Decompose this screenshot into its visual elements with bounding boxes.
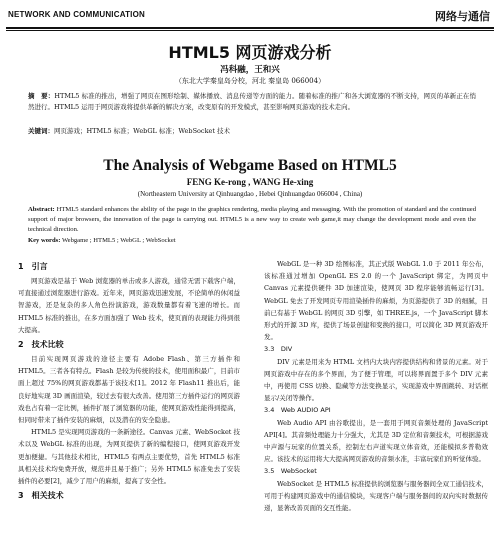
- subsection-heading: 3.4 Web AUDIO API: [264, 406, 331, 415]
- cn-abstract-label: 摘 要：: [28, 92, 55, 100]
- paragraph: HTML5 是实现网页游戏的一条新途径。Canvas 元素、WebSocket 技术以及 WebGL 标准的出现，为网页提供了新的编程接口，使网页游戏开发更加便捷。与其他技术相比，HTML5 有两点主要优势，首先 HTML5 标准具相关技术均免费开放，规范并且易于推广；另外 HTML5 标准免去了安装插件的必要[2]，减少了用户的麻烦，提高了安全性。: [18, 428, 240, 486]
- cn-title: HTML5 网页游戏分析: [168, 43, 332, 62]
- en-affiliation: (Northeastern University at Qinhuangdao , Hebei Qinhuangdao 066004 , China): [137, 190, 363, 198]
- cn-affiliation: （东北大学秦皇岛分校，河北 秦皇岛 066004）: [174, 77, 326, 85]
- section-heading: 1 引言: [18, 262, 48, 271]
- paragraph: 目前实现网页游戏的途径主要有 Adobe Flash、第三方插件和 HTML5。三者各有特点。Flash 是较为传统的技术，使用面积最广，目前市面上超过 75%的网页游戏都基于该技术[1]。2012 年 Flash11 推出后，能良好地实现 3D 画面渲染，较过去有很大改善。使用第三方插件运行的网页游戏也占有着一定比例，插件扩展了浏览器的功能，使网页游戏性能得到提高，但同时带来了插件安装的麻烦，以及潜在的安全隐患。: [18, 355, 240, 425]
- en-keywords-text: Webgame ; HTML5 ; WebGL ; WebSocket: [61, 237, 176, 244]
- en-abstract-label: Abstract:: [28, 206, 55, 213]
- subsection-heading: 3.5 WebSocket: [264, 467, 317, 476]
- en-abstract: [28, 205, 476, 235]
- en-abstract-text: HTML5 standard enhances the ability of the page in the graphics rendering, media playing and messaging. With the promotion of standard and the continued support of major browsers, the innovation of the page is carrying out. HTML5 is a new way to create web game,it may change the development mode and even the technical direction.: [28, 206, 476, 233]
- section-heading: 3 相关技术: [18, 491, 64, 501]
- en-authors: FENG Ke-rong , WANG He-xing: [186, 177, 314, 187]
- paragraph: WebGL 是一种 3D 绘图标准，其正式版 WebGL 1.0 于 2011 年公布，该标准通过增加 OpenGL ES 2.0 的一个 JavaScript 绑定，为网页中 Canvas 元素提供硬件 3D 加速渲染，使网页 3D 程序能够流畅运行[3]。WebGL 免去了开发网页专用渲染插件的麻烦，为页游提供了 3D 的细腻，目前已有基于 WebGL 的网页 3D 引擎，如 THREE.js，一个 JavaScript 脚本形式的开源 3D 库，提供了场景创建和变换的接口，可以简化 3D 网页游戏开发。: [264, 260, 488, 342]
- subsection-heading: 3.3 DIV: [264, 345, 293, 354]
- paragraph: DIV 元素是用来为 HTML 文档内大块内容提供结构和背景的元素。对于网页游戏中存在的多个界面，为了便于管理，可以将界面置于多个 DIV 元素中，再使用 CSS 切换、隐藏等方法变换显示，实现游戏中界面跳转、对话框显示/关闭等操作。: [264, 357, 488, 403]
- journal-name-cn: 网络与通信: [435, 10, 490, 23]
- cn-abstract-text: HTML5 标准的推出，增强了网页在图形绘制、媒体播放、消息传递等方面的能力。随着标准的推广和各大浏览器的不断支持，网页的革新正在悄然进行。HTML5 运用于网页游戏将提供革新的解决方案，改变原有的开发模式，甚至影响网页游戏的技术走向。: [28, 92, 477, 111]
- paragraph: WebSocket 是 HTML5 标准提供的浏览器与服务器间全双工通信技术，可用于构建网页游戏中的通信模块，实现客户端与服务器间的双向实时数据传递，显著改善页面的交互性能。: [264, 479, 488, 513]
- paragraph: Web Audio API 由谷歌提出，是一套用于网页音频处理的 JavaScript API[4]。其音频处理能力十分强大，尤其是 3D 定位和音频技术，可根据游戏中声源与玩家的位置关系，控制左右声道实现立体音效，还能模拟多普勒效应。该技术的运用将大大提高网页游戏的音频水准，丰富玩家们的听觉体验。: [264, 418, 488, 464]
- en-title: The Analysis of Webgame Based on HTML5: [103, 157, 397, 174]
- right-column: [264, 258, 488, 514]
- cn-keywords-label: 关键词：: [28, 127, 54, 135]
- paragraph: 网页游戏是基于 Web 浏览器的单击或多人游戏，通常无需下载客户端，可直接通过浏览器进行游戏。近年来，网页游戏迅速发展，不论简单的休闲益智游戏，还是复杂的多人角色扮演游戏，游戏数量都有着飞速的增长。而 HTML5 标准的推出，在多方面加强了 Web 技术，使页面的表现能力得到很大提高。: [18, 277, 240, 334]
- cn-keywords-text: 网页游戏；HTML5 标准；WebGL 标准；WebSocket 技术: [54, 127, 231, 135]
- en-keywords: [28, 237, 476, 244]
- header-rule: [6, 27, 494, 29]
- cn-keywords: [28, 126, 476, 135]
- left-column: [18, 258, 240, 504]
- cn-authors: 冯科融，王和兴: [220, 65, 280, 75]
- cn-abstract: [28, 91, 476, 113]
- section-heading: 2 技术比较: [18, 340, 64, 350]
- journal-name-en: NETWORK AND COMMUNICATION: [8, 10, 145, 19]
- header-rule-thin: [6, 30, 494, 31]
- running-header: [0, 8, 500, 24]
- en-keywords-label: Key words:: [28, 237, 61, 244]
